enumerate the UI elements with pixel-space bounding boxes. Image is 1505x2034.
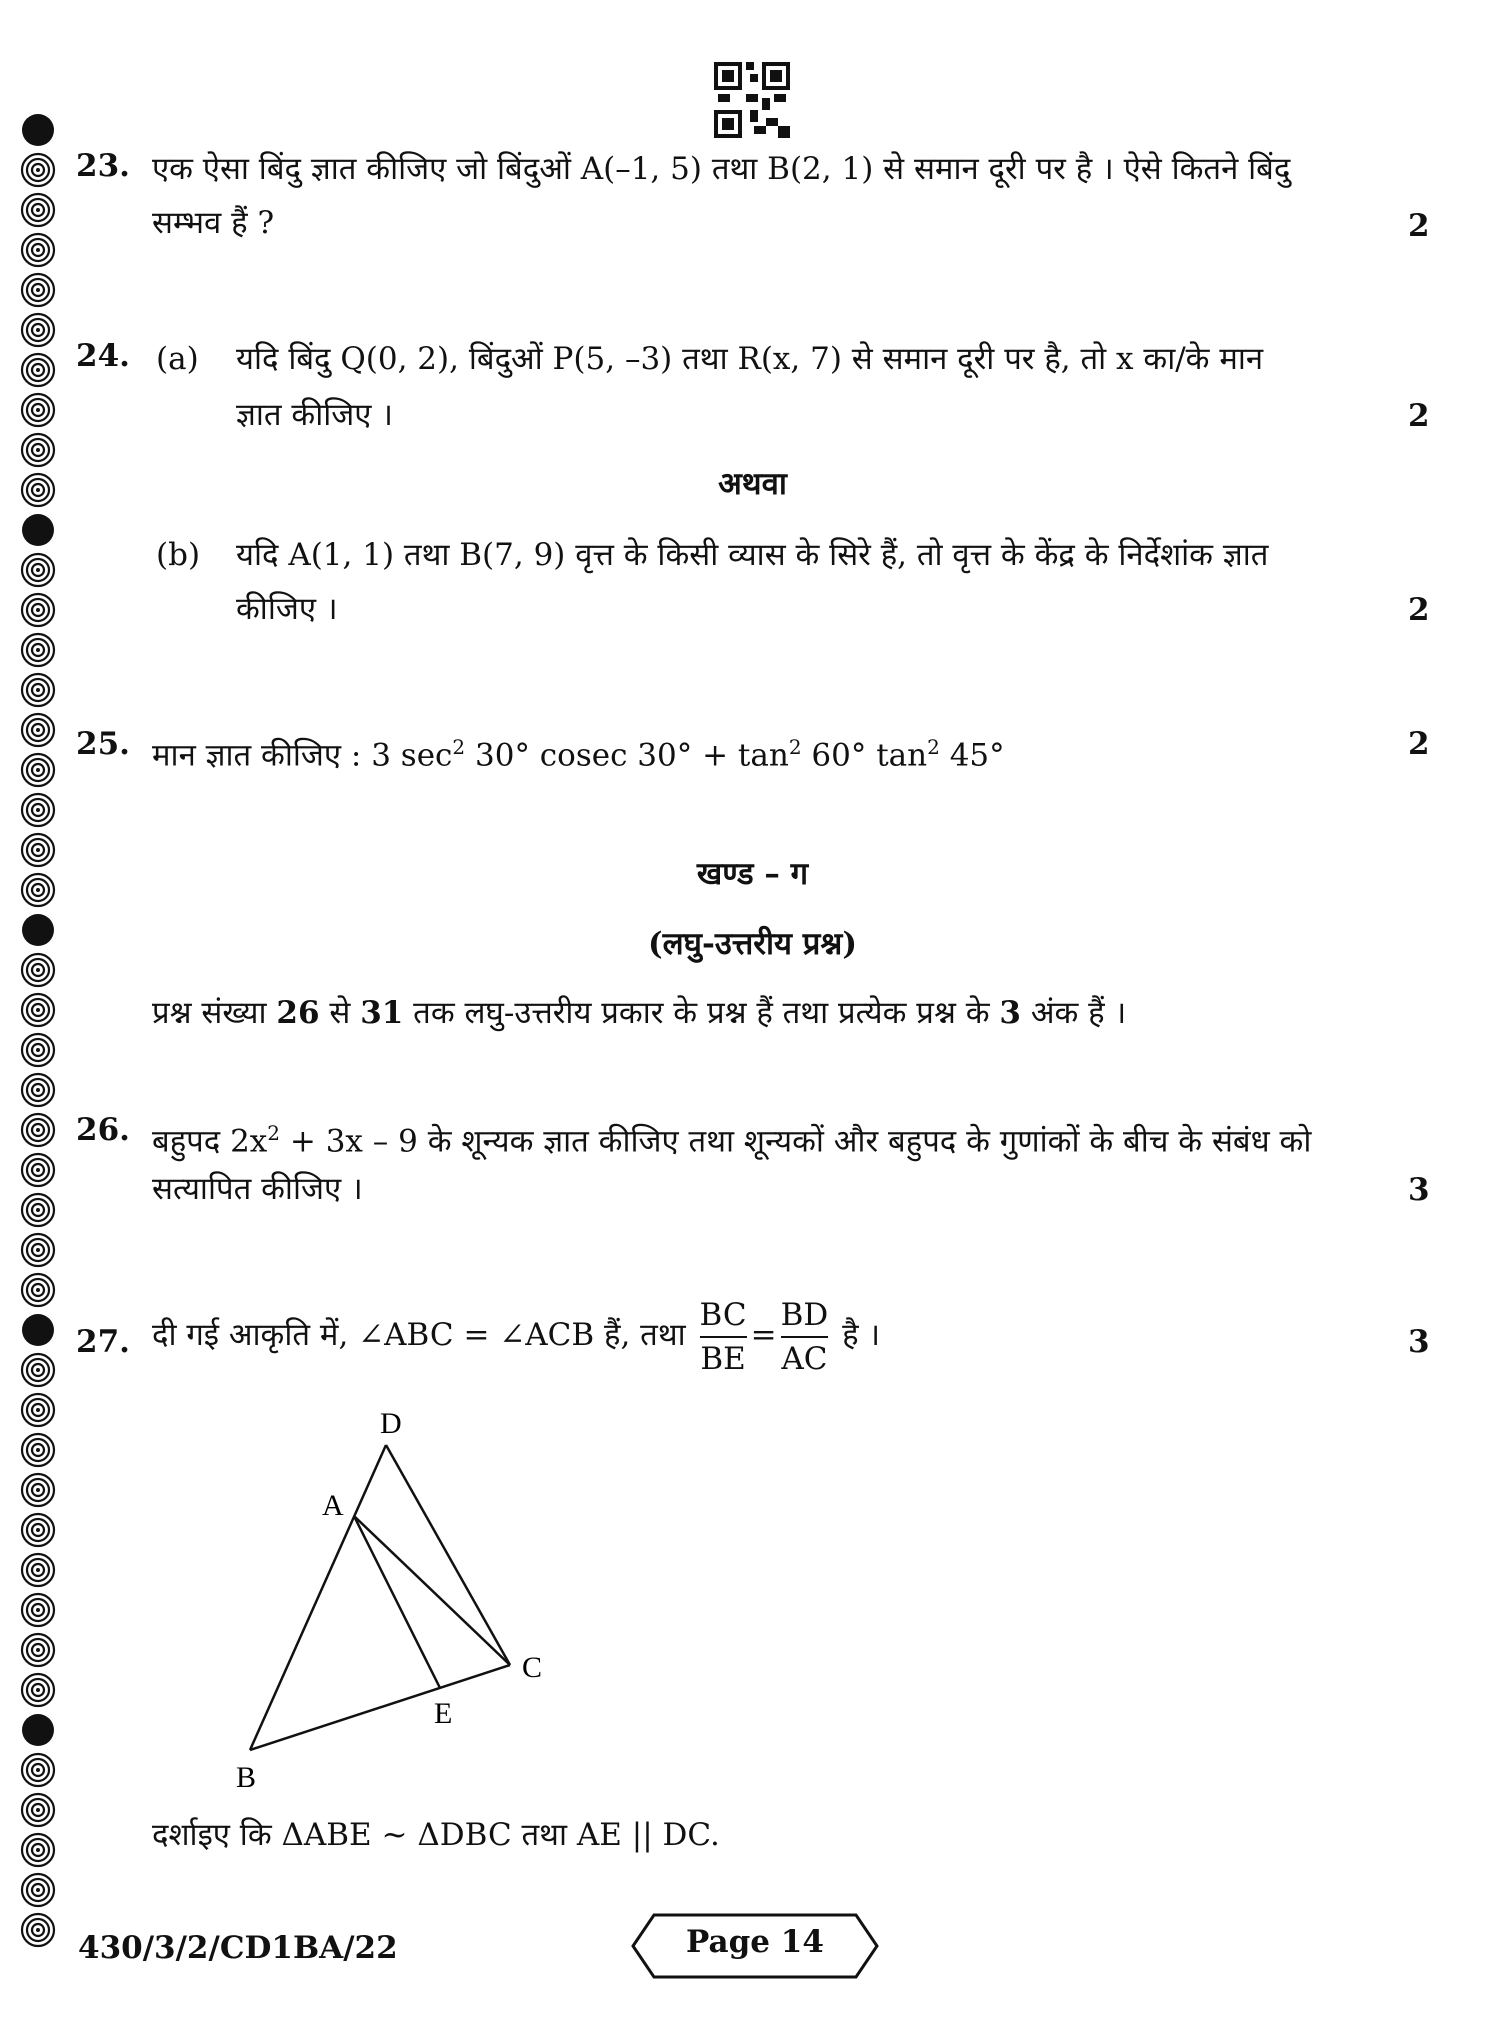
margin-ring: [22, 1914, 54, 1946]
fraction-bc-be: $\frac{BC}{BE}$: [700, 1294, 747, 1380]
question-27-conclusion: दर्शाइए कि ΔABE ~ ΔDBC तथा AE || DC.: [152, 1817, 720, 1853]
qr-code: [714, 62, 790, 138]
margin-ring: [22, 1514, 54, 1546]
label-d: D: [380, 1407, 402, 1440]
margin-ring: [22, 1594, 54, 1626]
fraction-bd-ac: $\frac{BD}{AC}$: [781, 1294, 829, 1380]
question-25-marks: 2: [1408, 726, 1430, 762]
margin-solid-dot: [22, 1314, 54, 1346]
question-26-number: 26.: [76, 1112, 130, 1148]
question-24a-line-2: ज्ञात कीजिए ।: [236, 397, 394, 433]
margin-ring: [22, 594, 54, 626]
margin-ring: [22, 1034, 54, 1066]
question-23-marks: 2: [1408, 208, 1430, 244]
margin-ring: [22, 154, 54, 186]
section-title: खण्ड – ग: [696, 856, 809, 892]
question-24b-marks: 2: [1408, 592, 1430, 628]
margin-ring: [22, 794, 54, 826]
margin-ring: [22, 1674, 54, 1706]
margin-ring: [22, 1354, 54, 1386]
margin-decoration: [16, 110, 60, 1950]
margin-solid-dot: [22, 1714, 54, 1746]
question-26-line-2: सत्यापित कीजिए ।: [152, 1171, 363, 1207]
margin-ring: [22, 1074, 54, 1106]
section-instruction: प्रश्न संख्या 26 से 31 तक लघु-उत्तरीय प्रकार के प्रश्न हैं तथा प्रत्येक प्रश्न के 3 अंक हैं ।: [152, 995, 1127, 1031]
question-24a-label: (a): [156, 341, 199, 377]
line-ac: [354, 1516, 510, 1665]
margin-ring: [22, 1154, 54, 1186]
question-24-number: 24.: [76, 338, 130, 374]
margin-ring: [22, 994, 54, 1026]
line-db: [250, 1445, 386, 1750]
margin-ring: [22, 1474, 54, 1506]
question-23-line-2: सम्भव हैं ?: [152, 205, 275, 241]
margin-ring: [22, 314, 54, 346]
question-23-line-1: एक ऐसा बिंदु ज्ञात कीजिए जो बिंदुओं A(–1, 5) तथा B(2, 1) से समान दूरी पर है । ऐसे कितने बिंदु: [152, 151, 1291, 187]
label-e: E: [434, 1697, 453, 1730]
margin-ring: [22, 634, 54, 666]
margin-ring: [22, 554, 54, 586]
margin-ring: [22, 714, 54, 746]
margin-ring: [22, 1834, 54, 1866]
paper-code: 430/3/2/CD1BA/22: [78, 1930, 398, 1966]
line-bc: [250, 1665, 510, 1750]
margin-ring: [22, 1114, 54, 1146]
page-number: Page 14: [686, 1924, 824, 1960]
margin-ring: [22, 1554, 54, 1586]
section-subtitle: (लघु-उत्तरीय प्रश्न): [648, 926, 857, 962]
question-24a-line-1: यदि बिंदु Q(0, 2), बिंदुओं P(5, –3) तथा R(x, 7) से समान दूरी पर है, तो x का/के मान: [236, 341, 1264, 377]
question-24b-label: (b): [156, 537, 201, 573]
margin-ring: [22, 354, 54, 386]
margin-ring: [22, 1754, 54, 1786]
question-27-marks: 3: [1408, 1324, 1430, 1360]
triangle-figure: [220, 1395, 580, 1795]
label-c: C: [522, 1651, 543, 1684]
question-26-line-1: बहुपद $2x^2 + 3x - 9$ के शून्यक ज्ञात कीजिए तथा शून्यकों और बहुपद के गुणांकों के बीच के संबंध को: [152, 1121, 1312, 1160]
question-25-text: मान ज्ञात कीजिए : 3 $\sec^2 30^\circ$ cosec $30^\circ + \tan^2 60^\circ$ $\tan^2 45^\circ$: [152, 735, 1005, 774]
question-24b-line-1: यदि A(1, 1) तथा B(7, 9) वृत्त के किसी व्यास के सिरे हैं, तो वृत्त के केंद्र के निर्देशांक ज्ञात: [236, 537, 1269, 573]
margin-solid-dot: [22, 114, 54, 146]
question-26-marks: 3: [1408, 1172, 1430, 1208]
margin-solid-dot: [22, 514, 54, 546]
margin-ring: [22, 1434, 54, 1466]
line-ae: [354, 1516, 440, 1688]
margin-ring: [22, 1274, 54, 1306]
question-24a-marks: 2: [1408, 398, 1430, 434]
label-a: A: [322, 1489, 344, 1522]
question-24b-line-2: कीजिए ।: [236, 591, 338, 627]
margin-ring: [22, 1874, 54, 1906]
margin-ring: [22, 394, 54, 426]
question-23-number: 23.: [76, 148, 130, 184]
or-label: अथवा: [718, 466, 787, 502]
margin-ring: [22, 234, 54, 266]
margin-ring: [22, 1394, 54, 1426]
margin-ring: [22, 274, 54, 306]
line-dc: [386, 1445, 510, 1665]
margin-ring: [22, 1194, 54, 1226]
margin-ring: [22, 674, 54, 706]
margin-ring: [22, 1234, 54, 1266]
label-b: B: [236, 1761, 257, 1794]
question-25-number: 25.: [76, 726, 130, 762]
margin-ring: [22, 1794, 54, 1826]
question-27-statement: दी गई आकृति में, ∠ABC = ∠ACB हैं, तथा $\frac{BC}{BE}$ = $\frac{BD}{AC}$ है ।: [152, 1290, 880, 1380]
margin-ring: [22, 1634, 54, 1666]
margin-ring: [22, 754, 54, 786]
margin-ring: [22, 194, 54, 226]
question-27-number: 27.: [76, 1324, 130, 1360]
